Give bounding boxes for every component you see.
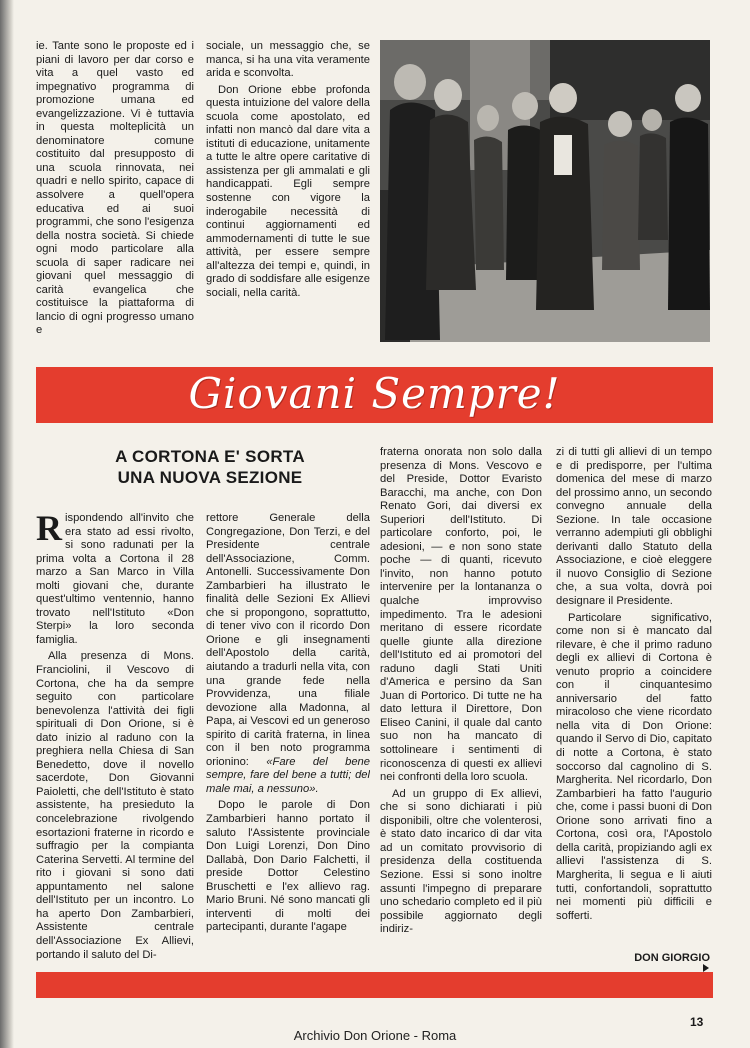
- article-column-2: [206, 512, 370, 964]
- group-photo: [380, 40, 710, 342]
- author-signature: DON GIORGIO: [634, 952, 710, 964]
- article-column-3-paragraph-2: Ad un gruppo di Ex allievi, che si sono dichiarati i più disponibili, oltre che volenterosi, è stato dato incarico di dar vita ad un comitato provvisorio di presidenza della costituenda Sezione. Essi si sono inoltre assunti l'impegno di preparare uno schedario completo ed il più possibile aggiornato degli indiriz-: [380, 787, 542, 936]
- article-column-2-paragraph-1: rettore Generale della Congregazione, Don Terzi, e del Presidente centrale dell'Associazione, Comm. Antonelli. Successivamente Don Zambarbieri ha illustrato le finalità delle Sezioni Ex Allievi che si propongono, soprattutto, di tener vivo con il ricordo Don Orione e gli insegnamenti dell'Apostolo della carità, aiutando a tradurli nella vita, con una grande fede nella Provvidenza, una filiale devozione alla Madonna, al Papa, ai Vescovi ed un generoso spirito di carità fraterna, in linea con il ben noto programma orionino:: [206, 512, 370, 768]
- article-column-4-paragraph-1: zi di tutti gli allievi di un tempo e di predisporre, per l'ultima domenica del mese di marzo del prossimo anno, un secondo convegno annuale della Sezione. In tale occasione verranno adempiuti gli obblighi derivanti dallo Statuto della Associazione, e cioè eleggere il nuovo Consiglio di Sezione che, a sua volta, dovrà poi designare il Presidente.: [556, 446, 712, 608]
- article-column-4-paragraph-2: Particolare significativo, come non si è mancato dal rilevare, è che il primo raduno degli ex allievi di Cortona è venuto proprio a coincidere con il cinquantesimo anniversario del fatto miracoloso che viene ricordato nella vita di Don Orione: quando il Servo di Dio, capitato di notte a Cortona, è stato soccorso dal cagnolino di S. Margherita. Nel ricordarlo, Don Zambarbieri ha fatto l'augurio che, come i passi buoni di Don Orione sono arrivati fino a Cortona, così ora, l'Apostolo della carità, propiziando agli ex allievi l'assistenza di S. Margherita, li segua e li aiuti tutti, confortandoli, soprattutto nei momenti più difficili e sofferti.: [556, 611, 712, 922]
- headline-line-2: UNA NUOVA SEZIONE: [117, 468, 303, 487]
- giovani-sempre-banner: [36, 367, 713, 423]
- end-mark-triangle: [703, 964, 709, 972]
- article-column-2-paragraph-2: Dopo le parole di Don Zambarbieri hanno portato il saluto l'Assistente provinciale Don Luigi Lorenzi, Don Dino Dallabà, Don Dario Falchetti, il preside Dottor Celestino Bruschetti e l'ex allievo rag. Mario Bruni. Né sono mancati gli interventi di molti dei partecipanti, durante l'agape: [206, 799, 370, 934]
- group-photo-illustration: [380, 40, 710, 342]
- archive-caption: Archivio Don Orione - Roma: [293, 1028, 457, 1043]
- page-number: 13: [690, 1015, 704, 1029]
- orionine-motto-quote: «Fare del bene sempre, fare del bene a tutti; del male mai, a nessuno».: [206, 755, 370, 795]
- drop-cap: R: [36, 512, 62, 548]
- article-column-3-paragraph-1: fraterna onorata non solo dalla presenza di Mons. Vescovo e del Preside, Dottor Evaristo Baracchi, ma anche, con Don Renato Gori, dai diversi ex Superiori dell'Istituto. Di particolare conforto, poi, le adesioni, — e non sono state poche — di quanti, ricevuto l'invito, non hanno potuto intervenire per la lontananza o qualche improvviso impedimento. Tra le adesioni meritano di essere ricordate quelle giunte alla direzione dell'Istituto ed ai promotori del raduno dagli Stati Uniti d'America e persino da San Juan di Portorico. Di tutte ne ha dato lettura il Direttore, Don Eliseo Canini, il quale dal canto suo non ha mancato di sottolineare i sentimenti di riconoscenza di questi ex allievi nei confronti della loro scuola.: [380, 446, 542, 784]
- page-binding-shadow: [0, 0, 14, 1048]
- intro-column-1-text: ie. Tante sono le proposte ed i piani di lavoro per dar corso e vita a quel vasto ed impegnativo programma di promozione umana ed evangelizzazione. Vi è tuttavia in questa molteplicità un denominatore comune costituito dal presupposto di una scuola rinnovata, nei quadri e nello spirito, capace di assolvere a quell'opera educativa ed ai suoi programmi, che sono l'esigenza della nostra società. Si chiede ogni modo particolare alla scuola di saper radicare nei giovani quel messaggio di carità evangelica che costituisce la piattaforma di lancio di ogni progresso umano e: [36, 40, 194, 337]
- article-column-3: [380, 446, 542, 964]
- intro-column-1: [36, 40, 194, 346]
- banner-title: Giovani Sempre!: [188, 369, 561, 418]
- article-column-4: [556, 446, 712, 964]
- article-column-1-paragraph-1: ispondendo all'invito che era stato ad essi rivolto, si sono radunati per la prima volta a Cortona il 28 marzo a San Marco in Villa molti giovani che, durante quest'ultimo ventennio, hanno trovato nell'Istituto «Don Sterpi» la loro seconda famiglia.: [36, 512, 194, 646]
- footer-red-bar: [36, 972, 713, 998]
- intro-column-2-text-b: Don Orione ebbe profonda questa intuizione del valore della scuola come apostolato, ed infatti non mancò dal dare vita a istituti di educazione, unitamente a tutte le altre opere caritative di assistenza per gli ammalati e gli handicappati. Egli sempre sostenne con vigore la inderogabile necessità di continui aggiornamenti ed ammodernamenti di tutte le sue attività, per essere sempre all'altezza dei tempi e, quindi, in grado di soddisfare alle esigenze sociali, nella carità.: [206, 83, 370, 299]
- intro-column-2: [206, 40, 370, 346]
- headline-line-1: A CORTONA E' SORTA: [115, 447, 305, 466]
- article-column-1: [36, 512, 194, 964]
- article-column-1-paragraph-2: Alla presenza di Mons. Franciolini, il Vescovo di Cortona, che ha da sempre seguito con particolare benevolenza l'attività dei figli spirituali di Don Orione, si è dato inizio al raduno con la preghiera nella Chiesa di San Benedetto, dove il novello sacerdote, Don Giovanni Paioletti, che dell'Istituto è stato assistente, ha presieduto la concelebrazione rivolgendo esortazioni fraterne in ricordo e suffragio per la compianta Caterina Servetti. Al termine del rito i giovani si sono dati appuntamento nel salone dell'Istituto per un incontro. Lo ha aperto Don Zambarbieri, Assistente centrale dell'Associazione Ex Allievi, portando il saluto del Di-: [36, 650, 194, 961]
- article-headline: [60, 446, 360, 488]
- intro-column-2-text-a: sociale, un messaggio che, se manca, si ha una vita veramente arida e sconvolta.: [206, 40, 370, 80]
